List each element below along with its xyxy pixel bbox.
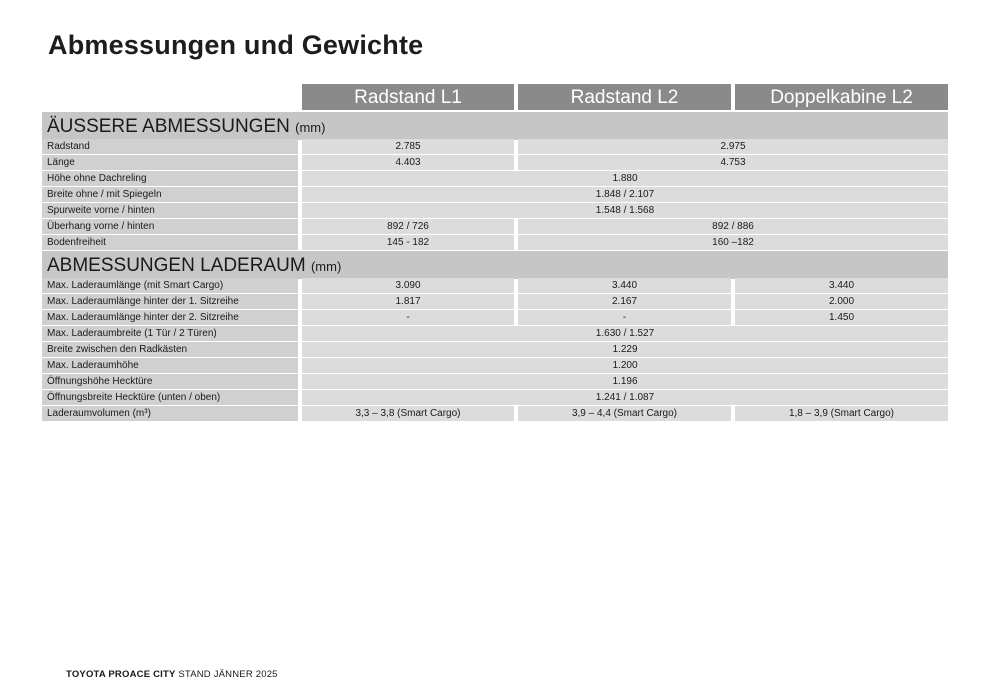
row-value: 892 / 726 <box>302 219 514 234</box>
column-header-radstand-l2: Radstand L2 <box>518 84 731 110</box>
row-value: 2.000 <box>735 294 948 309</box>
row-value: 1.450 <box>735 310 948 325</box>
row-label: Max. Laderaumbreite (1 Tür / 2 Türen) <box>42 326 298 341</box>
row-value: 145 - 182 <box>302 235 514 250</box>
row-label: Breite ohne / mit Spiegeln <box>42 187 298 202</box>
row-value: 2.785 <box>302 139 514 154</box>
row-label: Öffnungshöhe Hecktüre <box>42 374 298 389</box>
column-header-radstand-l1: Radstand L1 <box>302 84 514 110</box>
footer-status: STAND JÄNNER 2025 <box>178 669 278 680</box>
section-unit: (mm) <box>310 259 342 274</box>
row-value: 1,8 – 3,9 (Smart Cargo) <box>735 406 948 421</box>
section-header-laderaum <box>42 251 948 279</box>
row-value: 3,3 – 3,8 (Smart Cargo) <box>302 406 514 421</box>
section-unit: (mm) <box>295 120 326 135</box>
row-value: 1.229 <box>302 342 948 357</box>
row-label: Bodenfreiheit <box>42 235 298 250</box>
row-value: 1.200 <box>302 358 948 373</box>
row-value: 1.548 / 1.568 <box>302 203 948 218</box>
row-value: 1.817 <box>302 294 514 309</box>
footer-brand: TOYOTA PROACE CITY <box>66 669 176 680</box>
row-value: 160 –182 <box>518 235 948 250</box>
section-header-aeussere <box>42 112 948 140</box>
row-label: Max. Laderaumhöhe <box>42 358 298 373</box>
row-label: Öffnungsbreite Hecktüre (unten / oben) <box>42 390 298 405</box>
row-value: 4.753 <box>518 155 948 170</box>
row-label: Breite zwischen den Radkästen <box>42 342 298 357</box>
row-value: - <box>302 310 514 325</box>
row-value: 4.403 <box>302 155 514 170</box>
row-value: 3.440 <box>735 278 948 293</box>
row-value: 892 / 886 <box>518 219 948 234</box>
row-label: Max. Laderaumlänge (mit Smart Cargo) <box>42 278 298 293</box>
row-label: Radstand <box>42 139 298 154</box>
row-value: 1.196 <box>302 374 948 389</box>
row-label: Überhang vorne / hinten <box>42 219 298 234</box>
row-value: 3,9 – 4,4 (Smart Cargo) <box>518 406 731 421</box>
row-value: 1.630 / 1.527 <box>302 326 948 341</box>
section-title: ÄUSSERE ABMESSUNGEN <box>47 116 290 137</box>
row-value: 2.975 <box>518 139 948 154</box>
row-value: - <box>518 310 731 325</box>
row-label: Spurweite vorne / hinten <box>42 203 298 218</box>
row-label: Max. Laderaumlänge hinter der 1. Sitzreihe <box>42 294 298 309</box>
page-title: Abmessungen und Gewichte <box>48 30 424 60</box>
footer <box>66 669 278 680</box>
row-value: 3.090 <box>302 278 514 293</box>
row-value: 2.167 <box>518 294 731 309</box>
row-value: 3.440 <box>518 278 731 293</box>
row-value: 1.241 / 1.087 <box>302 390 948 405</box>
row-label: Länge <box>42 155 298 170</box>
row-value: 1.880 <box>302 171 948 186</box>
row-label: Höhe ohne Dachreling <box>42 171 298 186</box>
row-label: Laderaumvolumen (m³) <box>42 406 298 421</box>
column-header-doppelkabine-l2: Doppelkabine L2 <box>735 84 948 110</box>
row-label: Max. Laderaumlänge hinter der 2. Sitzreihe <box>42 310 298 325</box>
row-value: 1.848 / 2.107 <box>302 187 948 202</box>
section-title: ABMESSUNGEN LADERAUM <box>47 255 306 276</box>
